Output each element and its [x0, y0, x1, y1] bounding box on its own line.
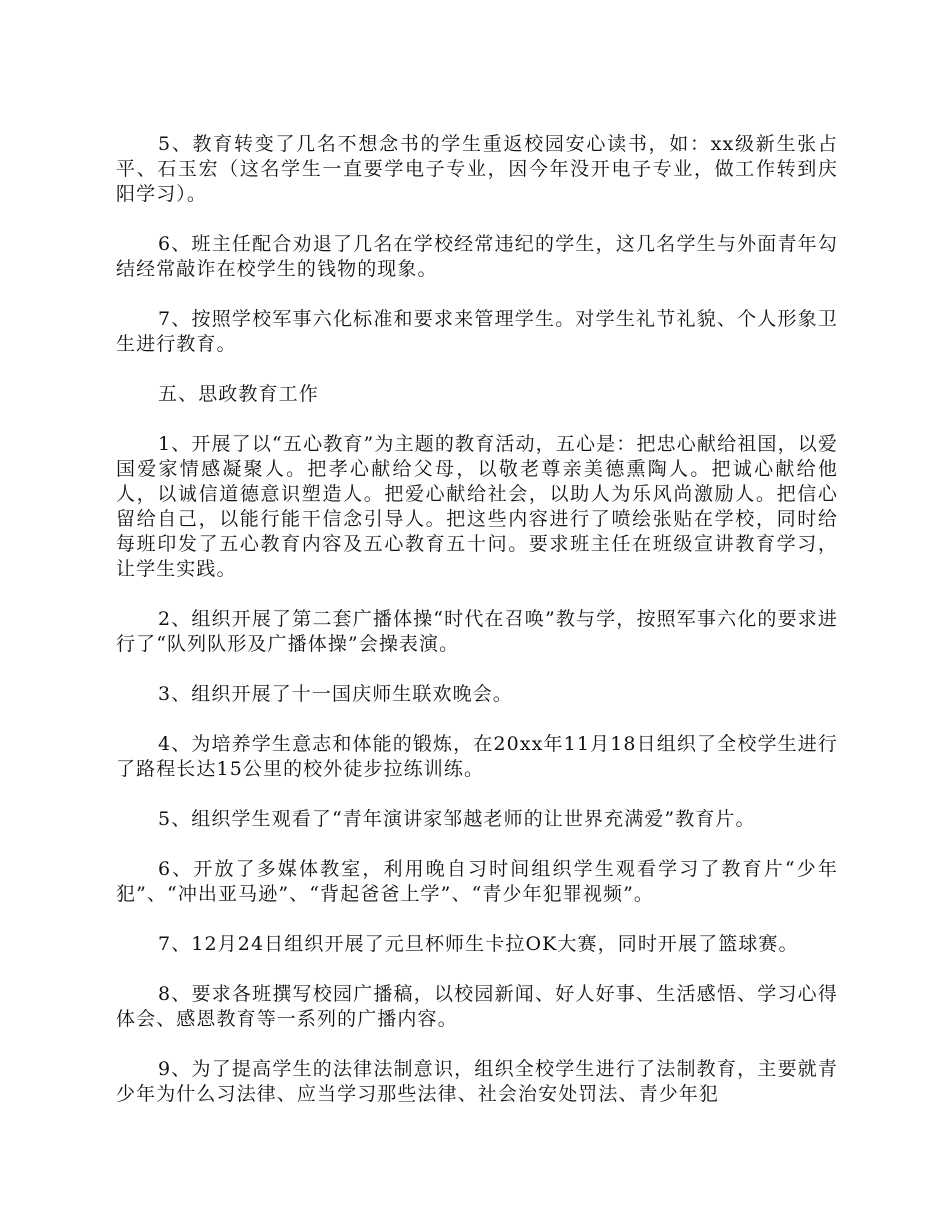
paragraph-item-6-multimedia: 6、开放了多媒体教室，利用晚自习时间组织学生观看学习了教育片“少年犯”、“冲出亚马逊”、“背起爸爸上学”、“青少年犯罪视频”。 [116, 858, 838, 905]
paragraph-item-3-gala: 3、组织开展了十一国庆师生联欢晚会。 [158, 683, 513, 705]
paragraph-item-7-karaoke: 7、12月24日组织开展了元旦杯师生卡拉OK大赛，同时开展了篮球赛。 [158, 933, 799, 955]
paragraph-item-4-hike: 4、为培养学生意志和体能的锻炼，在20xx年11月18日组织了全校学生进行了路程长达15公里的校外徒步拉练训练。 [116, 733, 838, 780]
paragraph-item-5-transfer: 5、教育转变了几名不想念书的学生重返校园安心读书，如：xx级新生张占平、石玉宏（这名学生一直要学电子专业，因今年没开电子专业，做工作转到庆阳学习）。 [116, 133, 838, 205]
paragraph-item-8-broadcast: 8、要求各班撰写校园广播稿，以校园新闻、好人好事、生活感悟、学习心得体会、感恩教育等一系列的广播内容。 [116, 983, 838, 1030]
paragraph-item-6-persuade: 6、班主任配合劝退了几名在学校经常违纪的学生，这几名学生与外面青年勾结经常敲诈在校学生的钱物的现象。 [116, 233, 838, 280]
paragraph-item-9-legal: 9、为了提高学生的法律法制意识，组织全校学生进行了法制教育，主要就青少年为什么习法律、应当学习那些法律、社会治安处罚法、青少年犯 [116, 1058, 838, 1105]
section-heading: 五、思政教育工作 [158, 383, 319, 405]
paragraph-item-7-military: 7、按照学校军事六化标准和要求来管理学生。对学生礼节礼貌、个人形象卫生进行教育。 [116, 308, 838, 355]
paragraph-item-2-exercise: 2、组织开展了第二套广播体操“时代在召唤”教与学，按照军事六化的要求进行了“队列队形及广播体操”会操表演。 [116, 608, 838, 655]
paragraph-item-5-film: 5、组织学生观看了“青年演讲家邹越老师的让世界充满爱”教育片。 [158, 808, 756, 830]
paragraph-item-1-five-hearts: 1、开展了以“五心教育”为主题的教育活动，五心是：把忠心献给祖国，以爱国爱家情感凝聚人。把孝心献给父母，以敬老尊亲美德熏陶人。把诚心献给他人，以诚信道德意识塑造人。把爱心献给社会，以助人为乐风尚激励人。把信心留给自己，以能行能干信念引导人。把这些内容进行了喷绘张贴在学校，同时给每班印发了五心教育内容及五心教育五十问。要求班主任在班级宣讲教育学习，让学生实践。 [116, 433, 838, 580]
document-body [116, 132, 838, 1132]
